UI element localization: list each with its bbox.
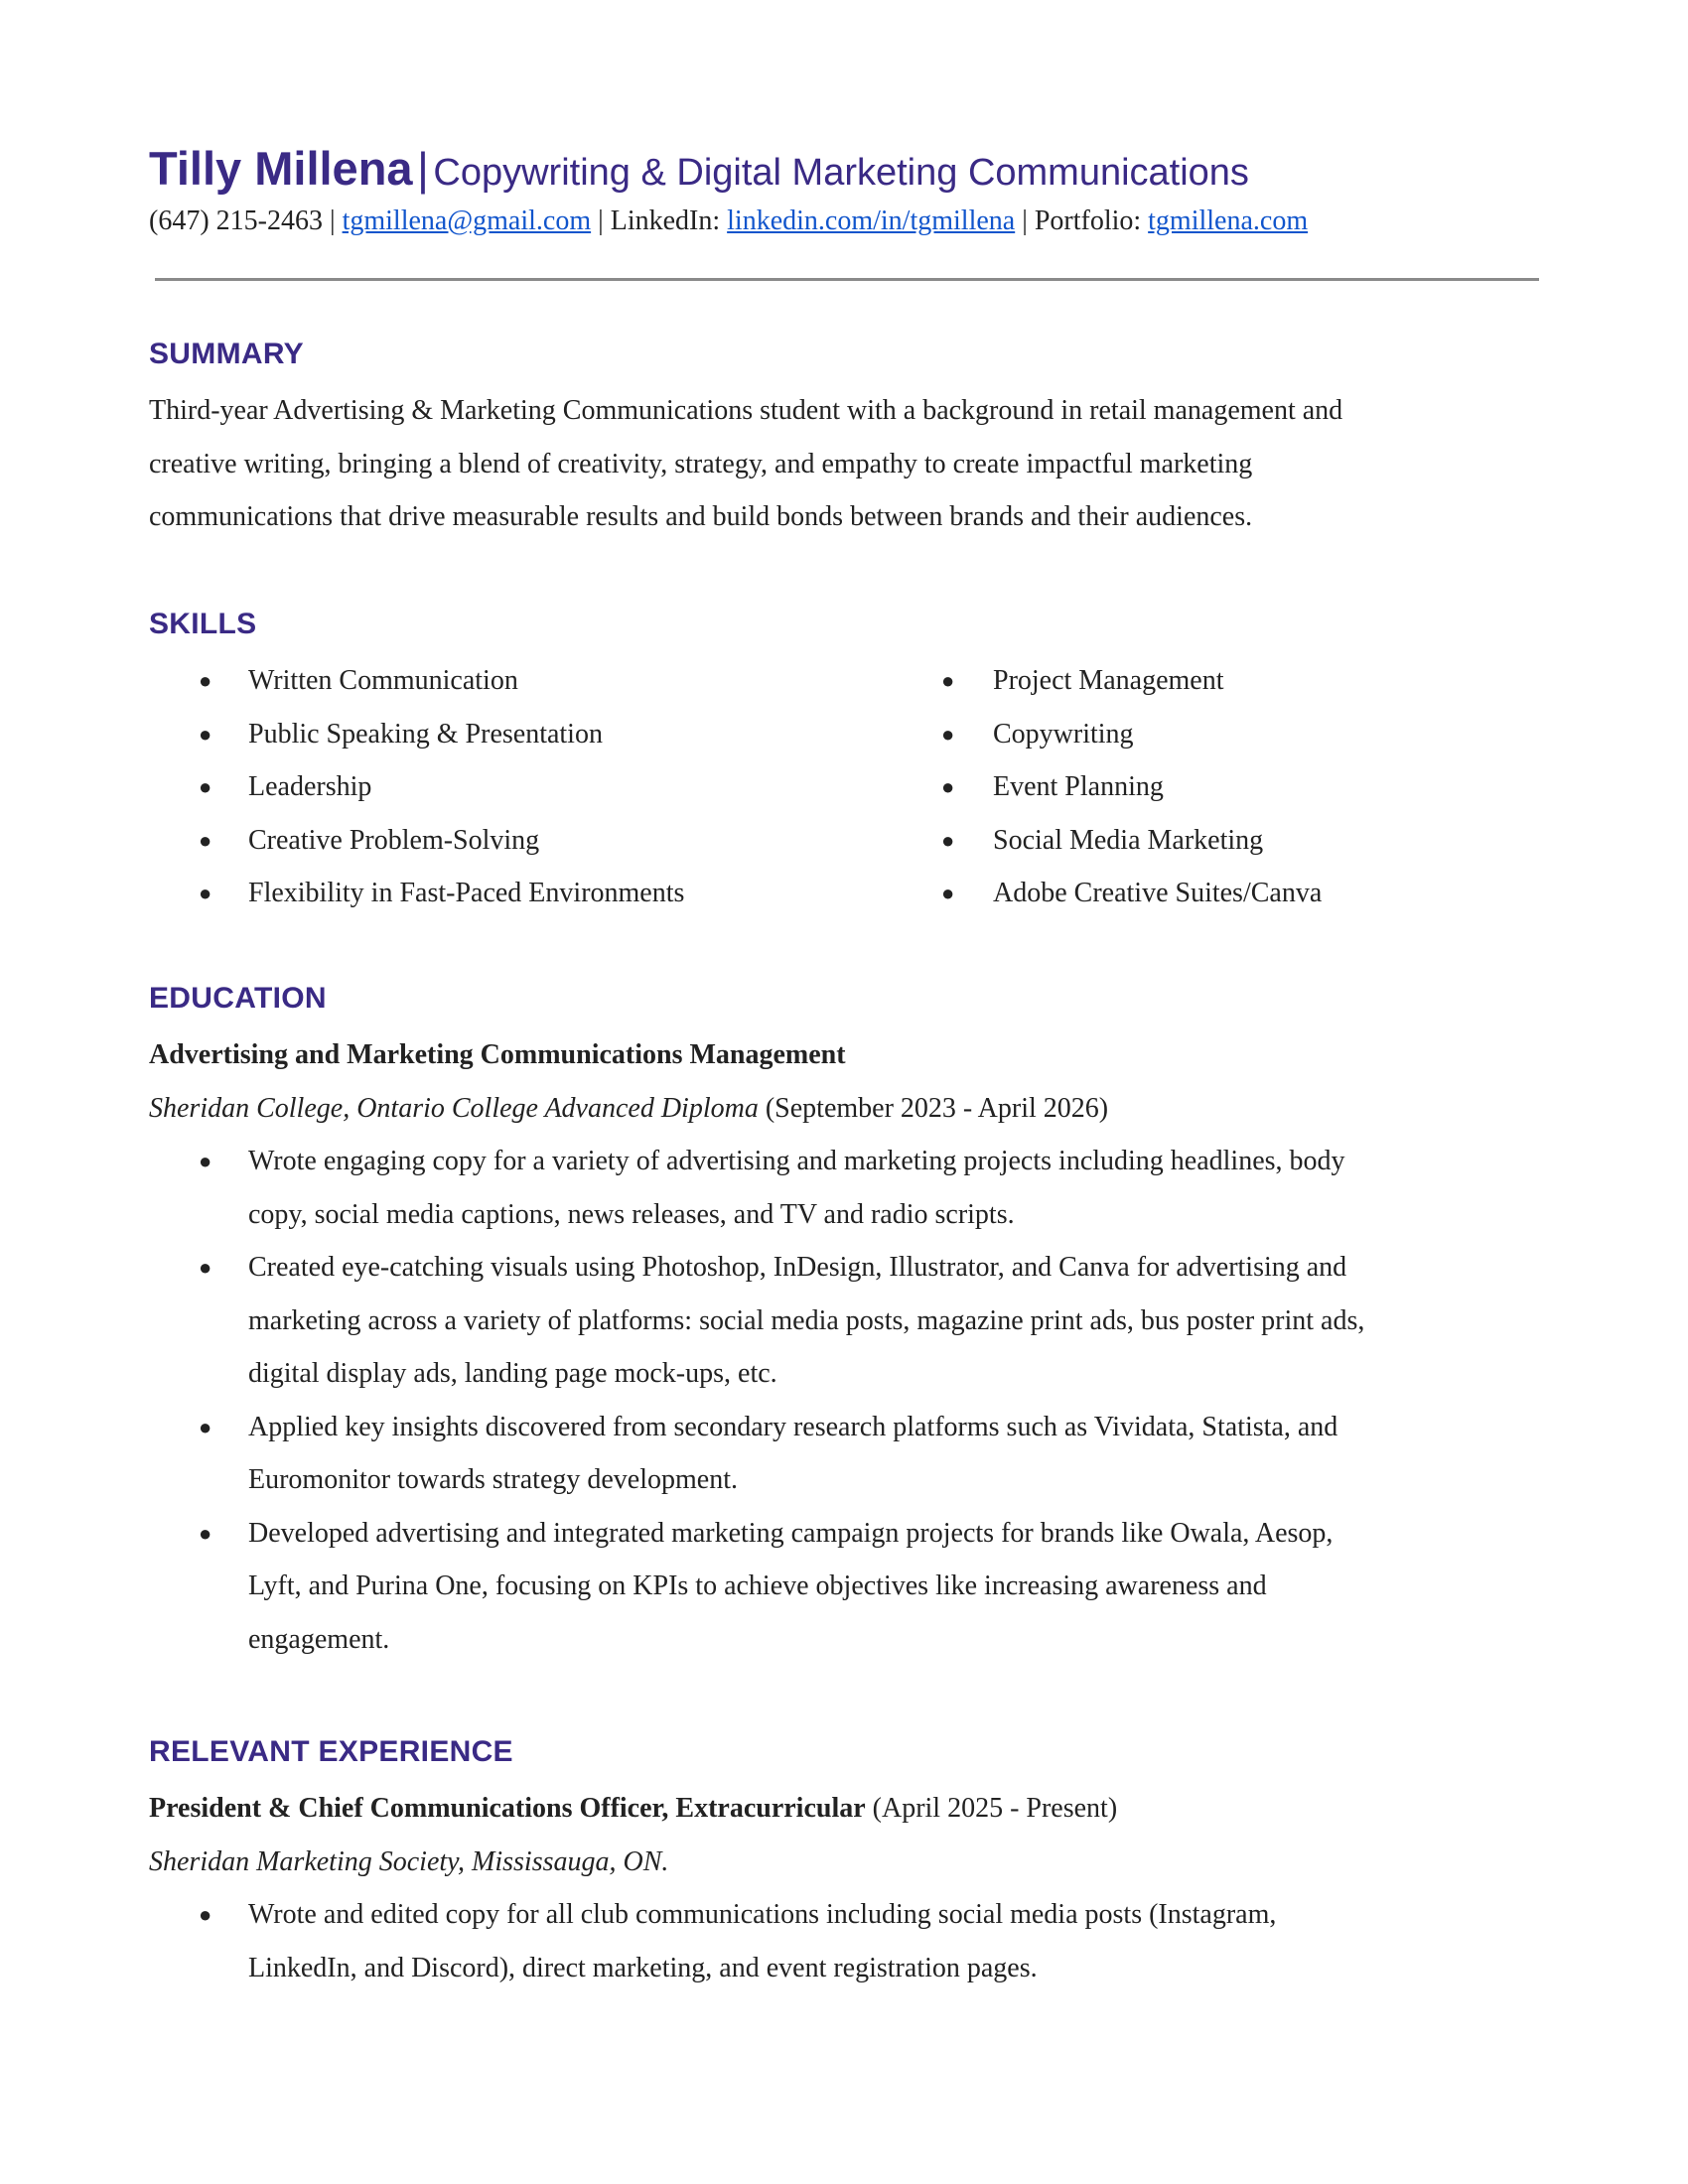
education-heading: EDUCATION	[149, 982, 327, 1015]
contact-divider: |	[322, 205, 343, 236]
skill-item: ● Flexibility in Fast-Paced Environments	[149, 867, 864, 920]
bullet-icon: ●	[199, 1149, 212, 1173]
organization-name: Sheridan Marketing Society, Mississauga, ON.	[149, 1845, 669, 1877]
program-name: Advertising and Marketing Communications Management	[149, 1039, 846, 1070]
bullet-icon: ●	[199, 721, 212, 747]
candidate-tagline: Copywriting & Digital Marketing Communications	[433, 152, 1249, 194]
education-dates: (September 2023 - April 2026)	[758, 1092, 1109, 1124]
skill-item: ● Project Management	[894, 654, 1539, 708]
bullet-icon: ●	[199, 881, 212, 905]
linkedin-link[interactable]: linkedin.com/in/tgmillena	[727, 205, 1016, 236]
portfolio-link[interactable]: tgmillena.com	[1148, 205, 1309, 236]
linkedin-label: LinkedIn:	[610, 205, 728, 236]
email-link[interactable]: tgmillena@gmail.com	[342, 205, 592, 236]
bullet-icon: ●	[941, 881, 955, 905]
education-bullets	[149, 1135, 1539, 1666]
school-name: Sheridan College, Ontario College Advanced Diploma	[149, 1092, 759, 1124]
summary-line: creative writing, bringing a blend of creativity, strategy, and empathy to create impactful marketing	[149, 448, 1253, 479]
bullet-icon: ●	[941, 668, 955, 693]
skill-item: ● Social Media Marketing	[894, 814, 1539, 868]
role-line	[149, 1782, 1539, 1836]
role-title: President & Chief Communications Officer, Extracurricular	[149, 1793, 866, 1824]
summary-line: communications that drive measurable results and build bonds between brands and their audiences.	[149, 501, 1253, 532]
bullet-icon: ●	[941, 721, 955, 747]
skill-item: ● Event Planning	[894, 760, 1539, 814]
bullet-icon: ●	[199, 1255, 212, 1280]
list-item: ● Applied key insights discovered from secondary research platforms such as Vividata, Statista, and Euromonitor towards strategy development.	[149, 1401, 1539, 1507]
role-dates: (April 2025 - Present)	[865, 1793, 1118, 1824]
summary-text	[149, 384, 1539, 544]
skills-heading: SKILLS	[149, 608, 257, 640]
skills-right-column	[894, 654, 1539, 920]
bullet-icon: ●	[941, 774, 955, 799]
resume-header	[149, 142, 1539, 237]
header-divider	[155, 278, 1539, 281]
candidate-name: Tilly Millena	[149, 142, 413, 195]
bullet-icon: ●	[199, 1414, 212, 1439]
list-item: ● Wrote engaging copy for a variety of advertising and marketing projects including headlines, body copy, social media captions, news releases, and TV and radio scripts.	[149, 1135, 1539, 1241]
experience-heading: RELEVANT EXPERIENCE	[149, 1735, 513, 1768]
bullet-icon: ●	[199, 1902, 212, 1927]
experience-entry	[149, 1782, 1539, 1994]
title-separator: |	[417, 143, 429, 195]
contact-divider: |	[1015, 205, 1035, 236]
skills-left-column	[149, 654, 864, 920]
education-entry	[149, 1028, 1539, 1666]
experience-bullets	[149, 1888, 1539, 1994]
contact-line	[149, 205, 1539, 237]
contact-divider: |	[591, 205, 611, 236]
bullet-icon: ●	[941, 827, 955, 853]
list-item: ● Wrote and edited copy for all club communications including social media posts (Instagram, LinkedIn, and Discord), direct marketing, and event registration pages.	[149, 1888, 1539, 1994]
bullet-icon: ●	[199, 774, 212, 799]
skill-item: ● Public Speaking & Presentation	[149, 708, 864, 761]
summary-heading: SUMMARY	[149, 338, 304, 370]
bullet-icon: ●	[199, 1520, 212, 1546]
portfolio-label: Portfolio:	[1034, 205, 1149, 236]
skill-item: ● Adobe Creative Suites/Canva	[894, 867, 1539, 920]
phone-number: (647) 215-2463	[149, 205, 323, 236]
name-line	[149, 142, 1539, 195]
skill-item: ● Creative Problem-Solving	[149, 814, 864, 868]
list-item: ● Developed advertising and integrated marketing campaign projects for brands like Owala, Aesop, Lyft, and Purina One, focusing on KPIs to achieve objectives like increasing awareness and engagement.	[149, 1507, 1539, 1667]
list-item: ● Created eye-catching visuals using Photoshop, InDesign, Illustrator, and Canva for advertising and marketing across a variety of platforms: social media posts, magazine print ads, bus poster print ads, digital display ads, landing page mock-ups, etc.	[149, 1241, 1539, 1401]
school-line	[149, 1082, 1539, 1136]
summary-line: Third-year Advertising & Marketing Communications student with a background in retail management and	[149, 395, 1343, 426]
skill-item: ● Copywriting	[894, 708, 1539, 761]
bullet-icon: ●	[199, 668, 212, 693]
bullet-icon: ●	[199, 827, 212, 853]
skill-item: ● Written Communication	[149, 654, 864, 708]
skill-item: ● Leadership	[149, 760, 864, 814]
